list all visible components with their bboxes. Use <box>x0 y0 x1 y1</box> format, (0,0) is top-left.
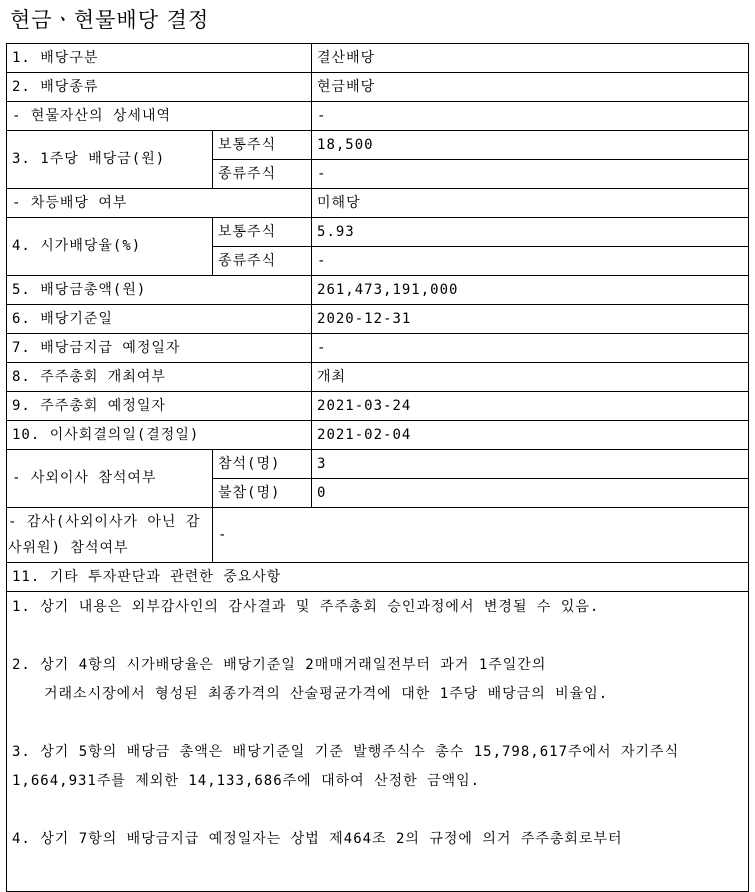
row-value: 현금배당 <box>312 73 749 102</box>
row-value: 261,473,191,000 <box>312 276 749 305</box>
table-row <box>7 44 749 73</box>
table-row <box>7 218 749 247</box>
note-2 <box>12 651 748 709</box>
row-label: 6. 배당기준일 <box>7 305 312 334</box>
row-label: 7. 배당금지급 예정일자 <box>7 334 312 363</box>
row-label: 10. 이사회결의일(결정일) <box>7 421 312 450</box>
row-value: 개최 <box>312 363 749 392</box>
row-value: - <box>312 102 749 131</box>
notes-cell <box>7 592 749 892</box>
table-row <box>7 421 749 450</box>
row-label: - 사외이사 참석여부 <box>7 450 213 508</box>
sub-label: 종류주식 <box>213 247 312 276</box>
row-value: 0 <box>312 479 749 508</box>
table-row <box>7 508 749 563</box>
table-row <box>7 334 749 363</box>
row-value: 결산배당 <box>312 44 749 73</box>
row-label: 5. 배당금총액(원) <box>7 276 312 305</box>
sub-label: 불참(명) <box>213 479 312 508</box>
table-row <box>7 363 749 392</box>
dividend-table <box>6 43 749 892</box>
row-value: 2021-03-24 <box>312 392 749 421</box>
table-row <box>7 73 749 102</box>
note-2-line-1: 2. 상기 4항의 시가배당율은 배당기준일 2매매거래일전부터 과거 1주일간의 <box>12 657 547 673</box>
row-value: - <box>312 160 749 189</box>
sub-label: 보통주식 <box>213 218 312 247</box>
row-label: - 감사(사외이사가 아닌 감사위원) 참석여부 <box>7 508 213 563</box>
table-row <box>7 592 749 892</box>
note-3: 3. 상기 5항의 배당금 총액은 배당기준일 기준 발행주식수 총수 15,798,617주에서 자기주식 1,664,931주를 제외한 14,133,686주에 대하여 산정한 금액임. <box>12 744 680 789</box>
row-label: 4. 시가배당율(%) <box>7 218 213 276</box>
row-value: - <box>312 247 749 276</box>
row-label: - 현물자산의 상세내역 <box>7 102 312 131</box>
page-title: 현금ㆍ현물배당 결정 <box>10 8 210 32</box>
note-1: 1. 상기 내용은 외부감사인의 감사결과 및 주주총회 승인과정에서 변경될 수 있음. <box>12 599 600 615</box>
table-row <box>7 305 749 334</box>
row-label: 8. 주주총회 개최여부 <box>7 363 312 392</box>
table-row <box>7 392 749 421</box>
table-row <box>7 189 749 218</box>
row-label: 1. 배당구분 <box>7 44 312 73</box>
table-row <box>7 563 749 592</box>
sub-label: 종류주식 <box>213 160 312 189</box>
row-label: - 차등배당 여부 <box>7 189 312 218</box>
row-value: 2021-02-04 <box>312 421 749 450</box>
row-label: 2. 배당종류 <box>7 73 312 102</box>
note-4: 4. 상기 7항의 배당금지급 예정일자는 상법 제464조 2의 규정에 의거 주주총회로부터 <box>12 831 623 847</box>
row-label: 9. 주주총회 예정일자 <box>7 392 312 421</box>
note-2-line-2: 거래소시장에서 형성된 최종가격의 산술평균가격에 대한 1주당 배당금의 비율임. <box>44 686 609 702</box>
row-value: 5.93 <box>312 218 749 247</box>
row-value: 3 <box>312 450 749 479</box>
row-value: - <box>213 508 749 563</box>
row-label: 3. 1주당 배당금(원) <box>7 131 213 189</box>
table-row <box>7 131 749 160</box>
row-value: 2020-12-31 <box>312 305 749 334</box>
table-row <box>7 276 749 305</box>
section-header: 11. 기타 투자판단과 관련한 중요사항 <box>7 563 749 592</box>
table-row <box>7 450 749 479</box>
sub-label: 참석(명) <box>213 450 312 479</box>
row-value: 미해당 <box>312 189 749 218</box>
table-row <box>7 102 749 131</box>
row-value: - <box>312 334 749 363</box>
sub-label: 보통주식 <box>213 131 312 160</box>
row-value: 18,500 <box>312 131 749 160</box>
